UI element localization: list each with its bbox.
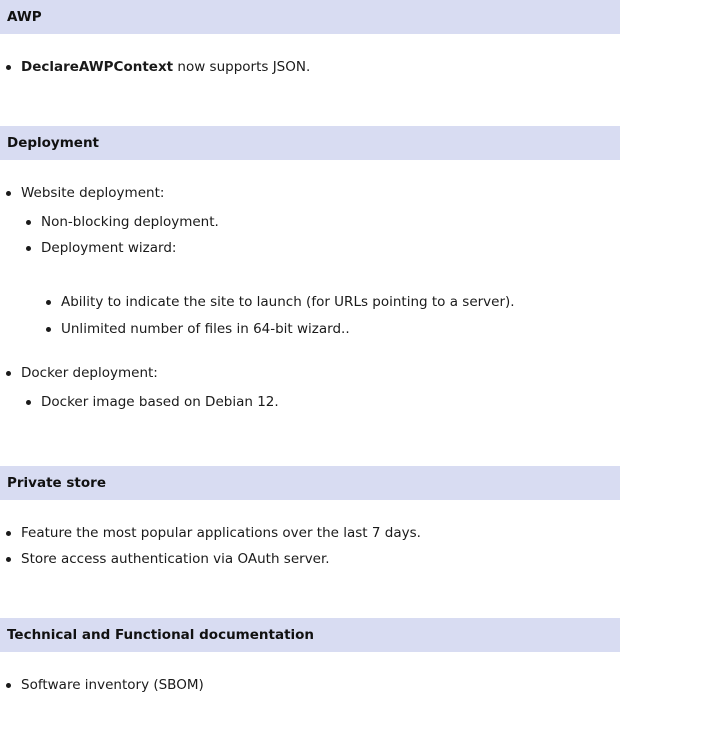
list-item <box>21 58 310 76</box>
list-item <box>41 213 219 231</box>
item-text: Ability to indicate the site to launch (for URLs pointing to a server). <box>61 294 515 310</box>
bullet-icon <box>26 400 31 405</box>
bullet-icon <box>46 300 51 305</box>
list-item <box>21 364 158 382</box>
section-header-documentation <box>0 618 620 652</box>
bullet-icon <box>6 371 11 376</box>
list-item <box>61 293 515 311</box>
section-title: Private store <box>7 475 106 491</box>
section-title: Technical and Functional documentation <box>7 627 315 643</box>
section-header-private-store <box>0 466 620 500</box>
section-header-deployment <box>0 126 620 160</box>
bullet-icon <box>6 65 11 70</box>
list-item <box>21 524 421 542</box>
list-item <box>41 239 176 257</box>
bullet-icon <box>6 191 11 196</box>
keyword-text: DeclareAWPContext <box>21 59 174 75</box>
item-text: Unlimited number of files in 64-bit wizard.. <box>61 321 350 337</box>
item-text: Docker image based on Debian 12. <box>41 394 279 410</box>
bullet-icon <box>6 531 11 536</box>
bullet-icon <box>6 683 11 688</box>
bullet-icon <box>26 246 31 251</box>
bullet-icon <box>46 327 51 332</box>
item-text: now supports JSON. <box>173 59 311 75</box>
bullet-icon <box>26 220 31 225</box>
item-text: Feature the most popular applications over the last 7 days. <box>21 525 421 541</box>
item-text: Store access authentication via OAuth server. <box>21 551 330 567</box>
list-item <box>41 393 279 411</box>
list-item <box>21 676 204 694</box>
list-item <box>21 550 330 568</box>
section-title: Deployment <box>7 135 100 151</box>
item-text: Software inventory (SBOM) <box>21 677 204 693</box>
list-item <box>21 184 164 202</box>
item-text: Docker deployment: <box>21 365 158 381</box>
bullet-icon <box>6 557 11 562</box>
section-title: AWP <box>7 9 42 25</box>
item-text: Website deployment: <box>21 185 165 201</box>
section-header-awp <box>0 0 620 34</box>
item-text: Deployment wizard: <box>41 240 177 256</box>
item-text: Non-blocking deployment. <box>41 214 219 230</box>
list-item <box>61 320 350 338</box>
